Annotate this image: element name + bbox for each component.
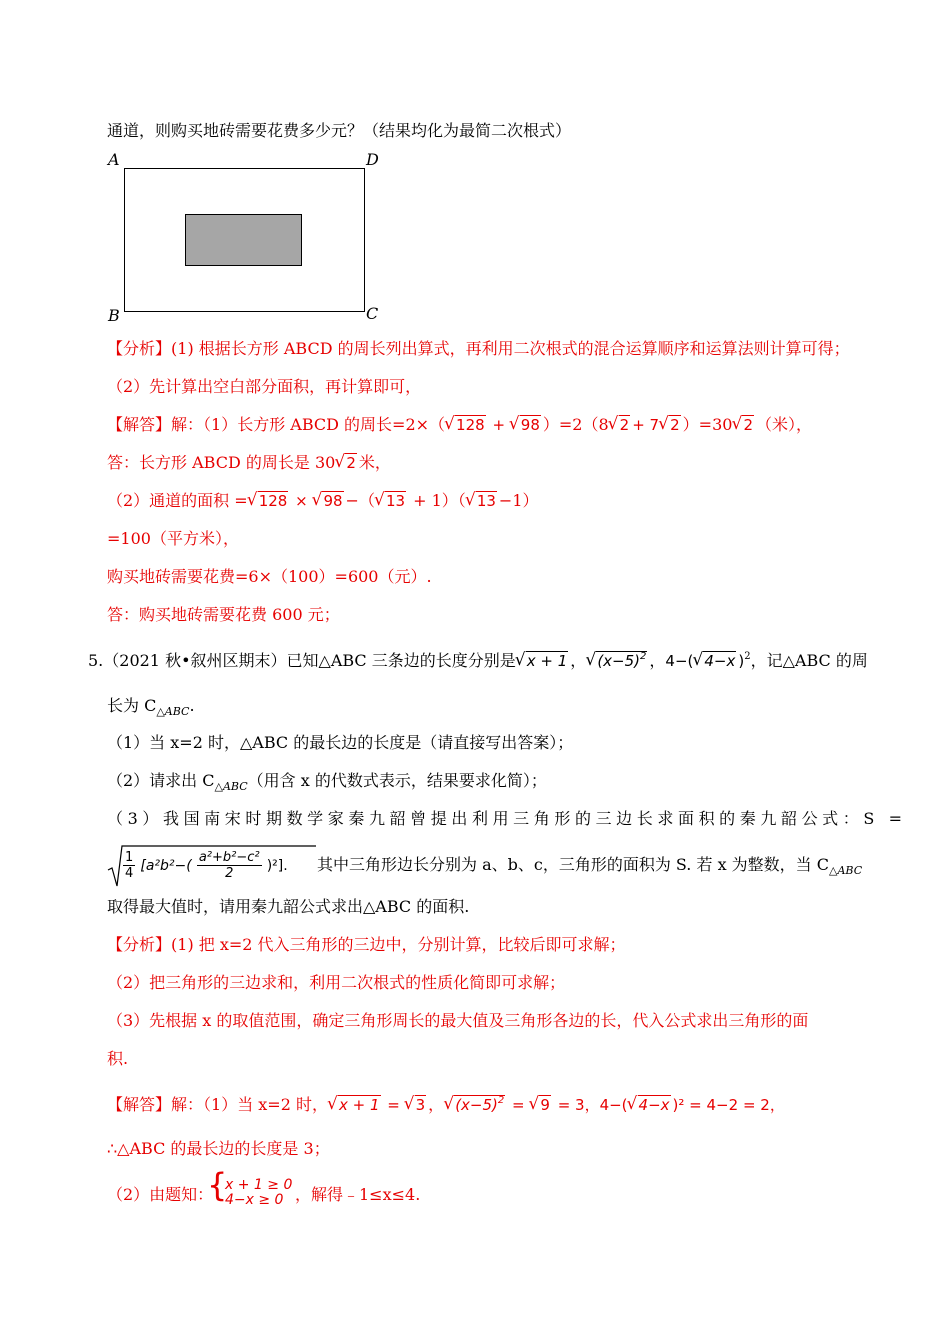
- subscript: △ABC: [214, 780, 248, 793]
- radicand: 2: [619, 416, 630, 434]
- text: 米，: [358, 453, 391, 472]
- q5-analysis-1: [107, 934, 626, 956]
- text: ，解得﹣1≤x≤4.: [295, 1185, 421, 1204]
- formula-middle: [a²b²−(: [140, 858, 192, 874]
- text: 4−(: [665, 652, 694, 670]
- text: ): [738, 652, 745, 670]
- fraction-cosine-term: [197, 850, 262, 881]
- sqrt-2: [659, 414, 681, 436]
- analysis-tag: 【分析】: [107, 339, 172, 358]
- formula-end: )²].: [266, 858, 288, 874]
- inequality-1: x + 1 ≥ 0: [225, 1177, 293, 1193]
- radicand: $(x-5)^2$: [596, 651, 647, 673]
- q4-answer-1: 【解答】解：（1）长方形 ABCD 的周长=2×（√ 128 + √ 98 ）=2（8√ 2 + 7√ 2 ）=30√ 2 （米），: [107, 414, 812, 436]
- sqrt-2: [335, 452, 357, 474]
- radicand: 128: [456, 416, 485, 434]
- sqrt-98: [312, 490, 343, 512]
- sqrt-128: [445, 414, 486, 436]
- text: （2021 秋•叙州区期末）已知△ABC 三条边的长度分别是: [103, 651, 516, 670]
- q5-analysis-4: 积.: [107, 1049, 129, 1068]
- text: .: [189, 696, 195, 715]
- denominator: 4: [125, 866, 134, 881]
- intro-line: 通道，则购买地砖需要花费多少元？（结果均化为最简二次根式）: [107, 121, 572, 140]
- formula-body: [123, 850, 288, 881]
- radicand: 128: [258, 492, 288, 510]
- text: ）=2（8: [542, 415, 609, 434]
- system-brace: {: [207, 1166, 228, 1204]
- analysis-text: (1) 把 x=2 代入三角形的三边中，分别计算，比较后即可求解；: [171, 935, 626, 954]
- radicand: 4−x: [638, 1096, 670, 1114]
- sqrt-2: [732, 414, 754, 436]
- text: + 1）（: [408, 491, 466, 510]
- sqrt-98: [510, 414, 541, 436]
- q5-part-2: [107, 770, 547, 794]
- rectangle-figure: [100, 148, 400, 328]
- radicand: 4−x: [704, 652, 736, 670]
- radicand: 9: [540, 1096, 550, 1114]
- radicand: $(x-5)^2$: [454, 1095, 505, 1117]
- radicand: 13: [476, 492, 496, 510]
- text: −（: [345, 491, 375, 510]
- sqrt-side2: [586, 650, 647, 673]
- denominator: 2: [225, 866, 234, 881]
- label-d: D: [366, 150, 379, 169]
- numerator: a²+b²−c²: [198, 850, 260, 865]
- sqrt-2: [609, 414, 631, 436]
- label-c: C: [366, 304, 379, 323]
- analysis-text: (1) 根据长方形 ABCD 的周长列出算式，再利用二次根式的混合运算顺序和运算法则计算可得；: [171, 339, 850, 358]
- q5-part-3-line-2: [317, 854, 862, 878]
- numerator: 1: [125, 850, 134, 865]
- sqrt-13: [375, 490, 406, 512]
- fraction-one-quarter: [123, 850, 135, 881]
- sqrt-9: [529, 1094, 551, 1116]
- sqrt-side3: [628, 1094, 671, 1116]
- q5-part-1: （1）当 x=2 时，△ABC 的最长边的长度是（请直接写出答案）；: [107, 733, 574, 752]
- radicand: 2: [743, 416, 753, 434]
- answer-tag: 【解答】: [107, 415, 172, 434]
- sqrt-3: [405, 1094, 427, 1116]
- radicand: 2: [346, 454, 356, 472]
- radicand: 98: [520, 416, 540, 434]
- question-number: 5.: [88, 651, 104, 670]
- sqrt-side1: [328, 1094, 381, 1116]
- label-a: A: [108, 150, 120, 169]
- q4-answer-4: =100（平方米），: [107, 529, 239, 548]
- q5-analysis-3: （3）先根据 x 的取值范围，确定三角形周长的最大值及三角形各边的长，代入公式求出三角形的面: [107, 1011, 809, 1030]
- text: = 3，4−(: [552, 1096, 628, 1114]
- text: （2）由题知：: [107, 1185, 214, 1204]
- q5-answer-3: [107, 1166, 507, 1214]
- text: (x−5): [455, 1096, 498, 1114]
- q5-analysis-2: （2）把三角形的三边求和，利用二次根式的性质化简即可求解；: [107, 973, 566, 992]
- radicand: x + 1: [338, 1096, 380, 1114]
- text: （2）通道的面积 =: [107, 491, 248, 510]
- q5-answer-1: 【解答】解：（1）当 x=2 时，√ x + 1 = √ 3 ，√ $(x-5)^2$ = √ 9 = 3，4−(√ 4−x )² = 4−2 = 2，: [107, 1094, 785, 1117]
- q4-answer-5: 购买地砖需要花费=6×（100）=600（元）.: [107, 567, 432, 586]
- text: ×: [290, 492, 313, 510]
- radicand: 2: [670, 416, 680, 434]
- radicand: 98: [323, 492, 343, 510]
- label-b: B: [108, 306, 120, 325]
- sqrt-side1: [516, 650, 569, 672]
- radicand: x + 1: [526, 652, 568, 670]
- sqrt-128: [248, 490, 289, 512]
- q4-answer-6: 答：购买地砖需要花费 600 元；: [107, 605, 340, 624]
- q5-part-3-line-3: 取得最大值时，请用秦九韶公式求出△ABC 的面积.: [107, 897, 470, 916]
- q4-answer-2: [107, 452, 391, 474]
- analysis-tag: 【分析】: [107, 935, 172, 954]
- text: )² = 4−2 = 2，: [672, 1096, 785, 1114]
- q4-answer-3: [107, 490, 539, 512]
- text: 解：（1）当 x=2 时，: [171, 1095, 328, 1114]
- qin-formula: [107, 844, 317, 886]
- text: （2）请求出 C: [107, 771, 215, 790]
- sqrt-13: [466, 490, 497, 512]
- text: 答：长方形 ABCD 的周长是 30: [107, 453, 336, 472]
- text: =: [507, 1096, 530, 1114]
- sqrt-side3: [693, 650, 736, 672]
- q5-answer-2: ∴△ABC 的最长边的长度是 3；: [107, 1139, 330, 1158]
- inequality-2: 4−x ≥ 0: [225, 1192, 284, 1208]
- text: ）=30: [682, 415, 733, 434]
- text: (x−5): [597, 652, 641, 670]
- text: + 7: [632, 416, 660, 434]
- q5-part-3-line-1: （3）我国南宋时期数学家秦九韶曾提出利用三角形的三边长求面积的秦九韶公式：S =: [107, 809, 907, 828]
- q4-analysis-1: [107, 338, 850, 360]
- text: −1）: [498, 491, 539, 510]
- text: =: [382, 1096, 405, 1114]
- subscript: △ABC: [829, 864, 863, 877]
- text: ，记△ABC 的周: [750, 651, 868, 670]
- radicand: 13: [385, 492, 406, 510]
- subscript: △ABC: [156, 705, 190, 718]
- radicand: 3: [415, 1096, 426, 1114]
- text: 解：（1）长方形 ABCD 的周长=2×（: [171, 415, 446, 434]
- answer-tag: 【解答】: [107, 1095, 172, 1114]
- text: 其中三角形边长分别为 a、b、c，三角形的面积为 S. 若 x 为整数，当 C: [317, 855, 830, 874]
- inner-rectangle: [185, 214, 302, 266]
- q4-analysis-2: （2）先计算出空白部分面积，再计算即可，: [107, 377, 422, 396]
- sqrt-side2: [444, 1094, 505, 1117]
- q5-line-2: [107, 695, 195, 719]
- text: 长为 C: [107, 696, 157, 715]
- text: （米），: [755, 415, 812, 434]
- q5-line-1: 5.（2021 秋•叙州区期末）已知△ABC 三条边的长度分别是√ x + 1 ，√ $(x-5)^2$ ，4−(√ 4−x )$^2$，记△ABC 的周: [88, 650, 868, 675]
- text: （用含 x 的代数式表示，结果要求化简）；: [247, 771, 547, 790]
